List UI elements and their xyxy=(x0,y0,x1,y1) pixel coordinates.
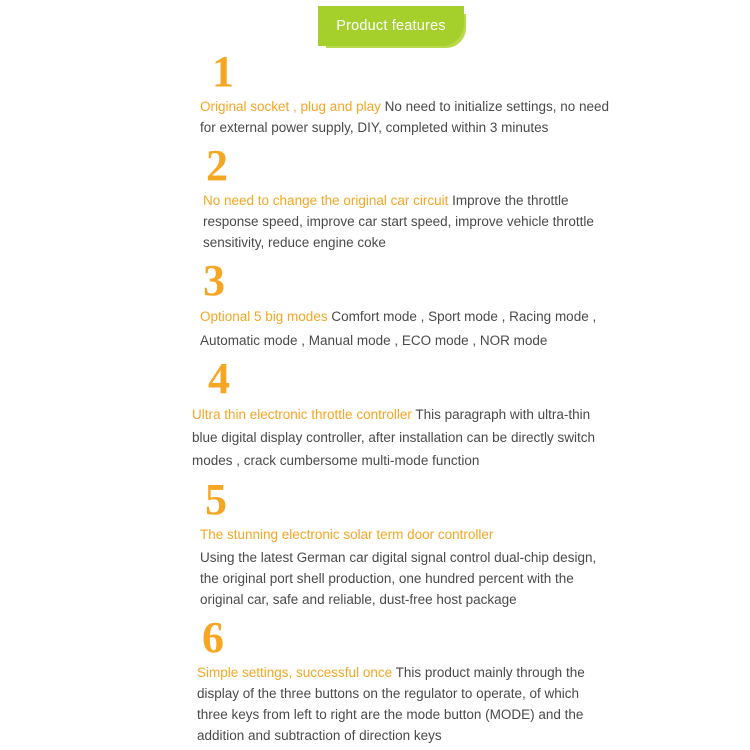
feature-lead-4: Ultra thin electronic throttle controller xyxy=(192,407,412,422)
feature-item-3 xyxy=(0,256,750,353)
feature-text-1 xyxy=(200,96,620,138)
feature-text-5 xyxy=(200,524,600,610)
feature-number-6: 6 xyxy=(202,613,224,662)
feature-item-4 xyxy=(0,354,750,472)
feature-item-5 xyxy=(0,475,750,610)
feature-number-2: 2 xyxy=(206,141,228,190)
page-title: Product features xyxy=(336,18,446,34)
feature-rest-6: This product mainly through the display of the three buttons on the regulator to operate, of which three keys from left to right are the mode button (MODE) and the addition and subtraction of direction keys xyxy=(197,665,585,743)
feature-rest-4: This paragraph with ultra-thin blue digital display controller, after installation can be directly switch modes , crack cumbersome multi-mode function xyxy=(192,407,595,468)
feature-lead-5: The stunning electronic solar term door controller xyxy=(200,527,494,542)
feature-item-6 xyxy=(0,613,750,746)
feature-lead-6: Simple settings, successful once xyxy=(197,665,393,680)
feature-text-6 xyxy=(197,662,597,746)
feature-item-1 xyxy=(0,47,750,138)
feature-rest-3: Comfort mode , Sport mode , Racing mode , Automatic mode , Manual mode , ECO mode , NOR mode xyxy=(200,309,597,348)
feature-text-3 xyxy=(200,305,600,353)
feature-lead-1: Original socket , plug and play xyxy=(200,99,381,114)
feature-lead-2: No need to change the original car circuit xyxy=(203,193,449,208)
feature-rest-5: Using the latest German car digital signal control dual-chip design, the original port shell production, one hundred percent with the original car, safe and reliable, dust-free host package xyxy=(200,550,597,607)
feature-rest-2: Improve the throttle response speed, improve car start speed, improve vehicle throttle sensitivity, reduce engine coke xyxy=(203,193,594,250)
feature-text-2 xyxy=(203,190,603,253)
header-banner xyxy=(318,6,464,46)
feature-number-1: 1 xyxy=(212,47,234,96)
feature-item-2 xyxy=(0,141,750,253)
feature-number-4: 4 xyxy=(208,354,230,403)
feature-list xyxy=(0,47,750,746)
feature-lead-3: Optional 5 big modes xyxy=(200,309,328,324)
feature-number-5: 5 xyxy=(205,475,227,524)
feature-number-3: 3 xyxy=(203,256,225,305)
feature-text-4 xyxy=(192,403,602,472)
feature-rest-1: No need to initialize settings, no need for external power supply, DIY, completed within 3 minutes xyxy=(200,99,610,135)
